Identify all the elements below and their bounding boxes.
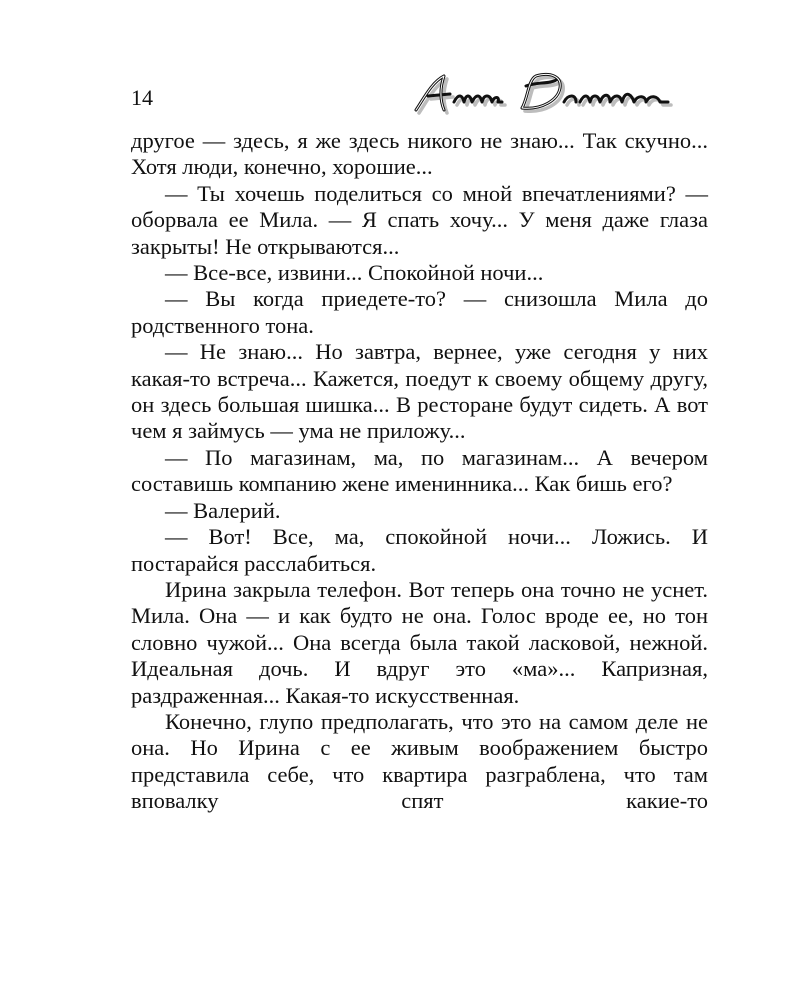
paragraph: другое — здесь, я же здесь никого не знаю... Так скучно... Хотя люди, конечно, хорошие... xyxy=(131,128,708,180)
body-text xyxy=(131,128,708,815)
paragraph: — Вы когда приедете-то? — снизошла Мила до родственного тона. xyxy=(131,286,708,338)
author-signature-header xyxy=(410,68,710,118)
paragraph: Конечно, глупо предполагать, что это на самом деле не она. Но Ирина с ее живым воображением быстро представила себе, что квартира разграблена, что там вповалку спят какие-то xyxy=(131,708,708,814)
paragraph: — Все-все, извини... Спокойной ночи... xyxy=(165,260,544,286)
paragraph: — Валерий. xyxy=(165,497,281,523)
page-number: 14 xyxy=(131,85,153,110)
paragraph: — Ты хочешь поделиться со мной впечатлениями? — оборвала ее Мила. — Я спать хочу... У меня даже глаза закрыты! Не открываются... xyxy=(131,180,708,259)
paragraph: — По магазинам, ма, по магазинам... А вечером составишь компанию жене именинника... Как бишь его? xyxy=(131,444,708,497)
paragraph: — Не знаю... Но завтра, вернее, уже сегодня у них какая-то встреча... Кажется, поедут к своему общему другу, он здесь большая шишка... В ресторане будут сидеть. А вот чем я займусь — ума не приложу... xyxy=(131,339,708,444)
paragraph: Ирина закрыла телефон. Вот теперь она точно не уснет. Мила. Она — и как будто не она. Голос вроде ее, но тон словно чужой... Она всегда была такой ласковой, нежной. Идеальная дочь. И вдруг это «ма»... Капризная, раздраженная... Какая-то искусственная. xyxy=(131,576,708,708)
paragraph: — Вот! Все, ма, спокойной ночи... Ложись. И постарайся расслабиться. xyxy=(131,524,708,576)
author-signature-logo xyxy=(410,68,710,118)
